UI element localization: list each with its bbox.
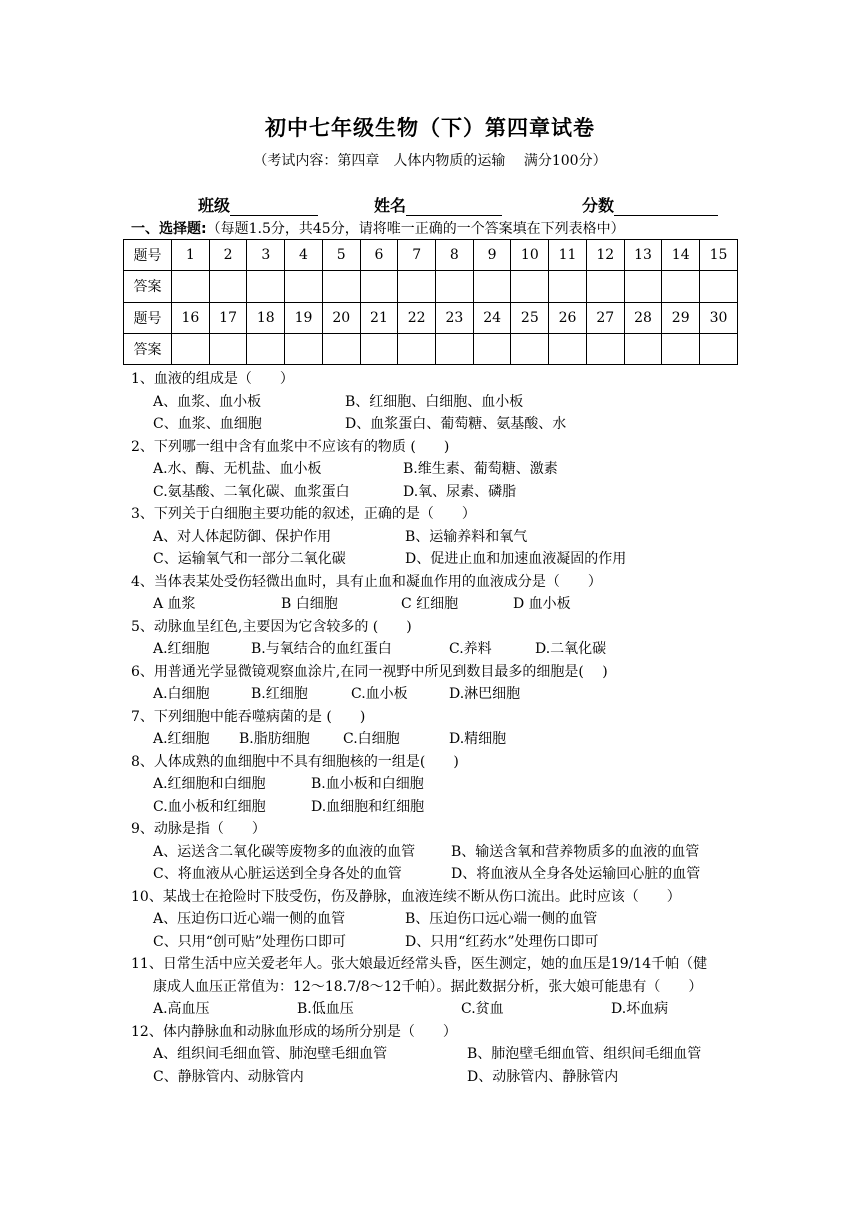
option-d[interactable]: D、动脉管内、静脉管内 bbox=[467, 1068, 619, 1085]
answer-cell[interactable] bbox=[436, 271, 474, 302]
option-d[interactable]: D、促进止血和加速血液凝固的作用 bbox=[405, 551, 627, 567]
answer-cell[interactable] bbox=[549, 271, 587, 302]
question-stem: 9、动脉是指（ ） bbox=[131, 821, 266, 837]
question-number-cell: 6 bbox=[360, 240, 398, 271]
option-a[interactable]: A、对人体起防御、保护作用 bbox=[153, 528, 332, 545]
answer-cell[interactable] bbox=[209, 333, 247, 364]
class-label: 班级 bbox=[198, 196, 231, 215]
question-list bbox=[131, 368, 751, 1088]
answer-cell[interactable] bbox=[360, 333, 398, 364]
option-c[interactable]: C、运输氧气和一部分二氧化碳 bbox=[153, 551, 346, 567]
answer-cell[interactable] bbox=[700, 333, 738, 364]
option-c[interactable]: C.养料 bbox=[449, 641, 492, 657]
answer-table bbox=[123, 239, 738, 365]
question bbox=[131, 368, 751, 436]
option-c[interactable]: C、静脉管内、动脉管内 bbox=[153, 1068, 304, 1085]
option-b[interactable]: B.血小板和白细胞 bbox=[311, 776, 424, 792]
question-number-cell: 10 bbox=[511, 240, 549, 271]
answer-cell[interactable] bbox=[662, 271, 700, 302]
answer-cell[interactable] bbox=[473, 271, 511, 302]
question-number-cell: 17 bbox=[209, 302, 247, 333]
question-number-cell: 12 bbox=[586, 240, 624, 271]
number-label: 题号 bbox=[124, 302, 172, 333]
question-stem-continued: 康成人血压正常值为：12～18.7/8～12千帕）。据此数据分析，张大娘可能患有（ ） bbox=[153, 978, 703, 995]
question-number-cell: 5 bbox=[322, 240, 360, 271]
option-a[interactable]: A.红细胞 bbox=[153, 641, 210, 657]
question-number-cell: 7 bbox=[398, 240, 436, 271]
answer-cell[interactable] bbox=[285, 333, 323, 364]
question-number-cell: 11 bbox=[549, 240, 587, 271]
option-d[interactable]: D.坏血病 bbox=[611, 1001, 669, 1017]
option-b[interactable]: B、红细胞、白细胞、血小板 bbox=[345, 393, 524, 410]
answer-cell[interactable] bbox=[586, 271, 624, 302]
question-stem: 7、下列细胞中能吞噬病菌的是 ( ) bbox=[131, 708, 366, 725]
question-number-cell: 22 bbox=[398, 302, 436, 333]
question-number-cell: 14 bbox=[662, 240, 700, 271]
question-number-cell: 29 bbox=[662, 302, 700, 333]
option-b[interactable]: B.红细胞 bbox=[251, 686, 308, 702]
option-a[interactable]: A、运送含二氧化碳等废物多的血液的血管 bbox=[153, 843, 416, 860]
question-stem: 3、下列关于白细胞主要功能的叙述，正确的是（ ） bbox=[131, 506, 476, 522]
option-c[interactable]: C.贫血 bbox=[461, 1001, 504, 1017]
section-1-note: （每题1.5分，共45分，请将唯一正确的一个答案填在下列表格中） bbox=[206, 221, 625, 237]
question-number-cell: 2 bbox=[209, 240, 247, 271]
answer-cell[interactable] bbox=[247, 333, 285, 364]
question-number-cell: 19 bbox=[285, 302, 323, 333]
answer-cell[interactable] bbox=[398, 271, 436, 302]
answer-label: 答案 bbox=[124, 333, 172, 364]
option-d[interactable]: D.氧、尿素、磷脂 bbox=[403, 483, 517, 500]
question bbox=[131, 571, 751, 616]
answer-cell[interactable] bbox=[172, 271, 210, 302]
option-c[interactable]: C 红细胞 bbox=[401, 596, 459, 612]
question-number-cell: 13 bbox=[624, 240, 662, 271]
option-d[interactable]: D、只用“红药水”处理伤口即可 bbox=[405, 933, 599, 950]
question bbox=[131, 751, 751, 819]
option-b[interactable]: B.脂肪细胞 bbox=[239, 731, 310, 747]
option-b[interactable]: B、运输养料和氧气 bbox=[405, 528, 528, 545]
option-d[interactable]: D.精细胞 bbox=[449, 731, 507, 747]
option-b[interactable]: B、输送含氧和营养物质多的血液的血管 bbox=[451, 843, 700, 860]
option-c[interactable]: C.血小板 bbox=[351, 686, 408, 702]
question-number-cell: 16 bbox=[172, 302, 210, 333]
exam-title: 初中七年级生物（下）第四章试卷 bbox=[265, 116, 595, 140]
option-d[interactable]: D.二氧化碳 bbox=[535, 641, 607, 657]
option-a[interactable]: A.高血压 bbox=[153, 1001, 210, 1017]
section-1-header bbox=[131, 218, 625, 238]
question bbox=[131, 953, 751, 1021]
answer-cell[interactable] bbox=[436, 333, 474, 364]
option-c[interactable]: C.氨基酸、二氧化碳、血浆蛋白 bbox=[153, 483, 350, 500]
number-row-2 bbox=[124, 302, 738, 333]
option-c[interactable]: C、只用“创可贴”处理伤口即可 bbox=[153, 933, 347, 950]
option-c[interactable]: C、血浆、血细胞 bbox=[153, 416, 262, 432]
answer-cell[interactable] bbox=[586, 333, 624, 364]
answer-cell[interactable] bbox=[511, 333, 549, 364]
question-number-cell: 27 bbox=[586, 302, 624, 333]
option-a[interactable]: A 血浆 bbox=[153, 596, 196, 612]
answer-cell[interactable] bbox=[662, 333, 700, 364]
question-stem: 12、体内静脉血和动脉血形成的场所分别是（ ） bbox=[131, 1023, 457, 1040]
answer-cell[interactable] bbox=[700, 271, 738, 302]
option-c[interactable]: C、将血液从心脏运送到全身各处的血管 bbox=[153, 866, 402, 882]
number-row-1 bbox=[124, 240, 738, 271]
score-label: 分数 bbox=[582, 196, 615, 215]
option-a[interactable]: A、压迫伤口近心端一侧的血管 bbox=[153, 911, 346, 927]
question-stem: 2、下列哪一组中含有血浆中不应该有的物质 ( ) bbox=[131, 438, 450, 455]
answer-cell[interactable] bbox=[624, 333, 662, 364]
question-stem: 5、动脉血呈红色,主要因为它含较多的 ( ) bbox=[131, 618, 412, 635]
option-d[interactable]: D.血细胞和红细胞 bbox=[311, 798, 425, 815]
question-number-cell: 15 bbox=[700, 240, 738, 271]
score-blank[interactable] bbox=[614, 199, 718, 216]
option-b[interactable]: B.低血压 bbox=[297, 1001, 354, 1017]
option-b[interactable]: B.维生素、葡萄糖、激素 bbox=[403, 461, 558, 477]
question bbox=[131, 706, 751, 751]
question bbox=[131, 661, 751, 706]
class-blank[interactable] bbox=[230, 199, 318, 216]
question-stem: 4、当体表某处受伤轻微出血时，具有止血和凝血作用的血液成分是（ ） bbox=[131, 573, 602, 590]
question-stem: 6、用普通光学显微镜观察血涂片,在同一视野中所见到数目最多的细胞是( ) bbox=[131, 663, 608, 680]
answer-cell[interactable] bbox=[247, 271, 285, 302]
answer-label: 答案 bbox=[124, 271, 172, 302]
question-number-cell: 24 bbox=[473, 302, 511, 333]
answer-cell[interactable] bbox=[398, 333, 436, 364]
option-a[interactable]: A、组织间毛细血管、肺泡壁毛细血管 bbox=[153, 1046, 388, 1062]
question-number-cell: 4 bbox=[285, 240, 323, 271]
option-a[interactable]: A.红细胞和白细胞 bbox=[153, 776, 266, 792]
question-number-cell: 23 bbox=[436, 302, 474, 333]
option-a[interactable]: A、血浆、血小板 bbox=[153, 393, 262, 410]
answer-cell[interactable] bbox=[172, 333, 210, 364]
exam-subtitle: （考试内容：第四章 人体内物质的运输 满分100分） bbox=[253, 153, 607, 169]
question bbox=[131, 818, 751, 886]
option-d[interactable]: D、将血液从全身各处运输回心脏的血管 bbox=[451, 866, 701, 882]
answer-row-1 bbox=[124, 271, 738, 302]
option-b[interactable]: B、压迫伤口远心端一侧的血管 bbox=[405, 911, 598, 927]
score-field bbox=[582, 193, 718, 216]
answer-cell[interactable] bbox=[285, 271, 323, 302]
option-a[interactable]: A.水、酶、无机盐、血小板 bbox=[153, 461, 322, 477]
question-number-cell: 20 bbox=[322, 302, 360, 333]
answer-row-2 bbox=[124, 333, 738, 364]
question-number-cell: 9 bbox=[473, 240, 511, 271]
question-number-cell: 26 bbox=[549, 302, 587, 333]
question bbox=[131, 886, 751, 954]
answer-cell[interactable] bbox=[322, 333, 360, 364]
option-b[interactable]: B.与氧结合的血红蛋白 bbox=[251, 641, 392, 657]
option-d[interactable]: D.淋巴细胞 bbox=[449, 686, 521, 702]
option-a[interactable]: A.白细胞 bbox=[153, 686, 210, 702]
answer-cell[interactable] bbox=[624, 271, 662, 302]
name-field bbox=[374, 193, 502, 216]
question-number-cell: 1 bbox=[172, 240, 210, 271]
question-number-cell: 25 bbox=[511, 302, 549, 333]
option-a[interactable]: A.红细胞 bbox=[153, 731, 210, 747]
question-number-cell: 30 bbox=[700, 302, 738, 333]
question-number-cell: 18 bbox=[247, 302, 285, 333]
answer-cell[interactable] bbox=[209, 271, 247, 302]
name-blank[interactable] bbox=[406, 199, 502, 216]
question bbox=[131, 616, 751, 661]
answer-cell[interactable] bbox=[322, 271, 360, 302]
option-d[interactable]: D 血小板 bbox=[513, 596, 571, 612]
question-number-cell: 3 bbox=[247, 240, 285, 271]
option-b[interactable]: B、肺泡壁毛细血管、组织间毛细血管 bbox=[467, 1046, 702, 1062]
question bbox=[131, 503, 751, 571]
question bbox=[131, 1021, 751, 1089]
question-stem: 8、人体成熟的血细胞中不具有细胞核的一组是( ) bbox=[131, 753, 459, 770]
class-field bbox=[198, 193, 318, 216]
question-number-cell: 8 bbox=[436, 240, 474, 271]
question bbox=[131, 436, 751, 504]
question-stem: 1、血液的组成是（ ） bbox=[131, 371, 294, 387]
option-b[interactable]: B 白细胞 bbox=[281, 596, 338, 612]
question-stem: 10、某战士在抢险时下肢受伤，伤及静脉，血液连续不断从伤口流出。此时应该（ ） bbox=[131, 888, 681, 905]
number-label: 题号 bbox=[124, 240, 172, 271]
question-number-cell: 21 bbox=[360, 302, 398, 333]
option-c[interactable]: C.白细胞 bbox=[343, 731, 400, 747]
name-label: 姓名 bbox=[374, 196, 407, 215]
answer-cell[interactable] bbox=[360, 271, 398, 302]
question-number-cell: 28 bbox=[624, 302, 662, 333]
answer-cell[interactable] bbox=[511, 271, 549, 302]
section-1-label: 一、选择题: bbox=[131, 221, 207, 237]
answer-cell[interactable] bbox=[549, 333, 587, 364]
question-stem: 11、日常生活中应关爱老年人。张大娘最近经常头昏，医生测定，她的血压是19/14千帕（健 bbox=[131, 956, 708, 972]
option-d[interactable]: D、血浆蛋白、葡萄糖、氨基酸、水 bbox=[345, 416, 567, 432]
answer-cell[interactable] bbox=[473, 333, 511, 364]
option-c[interactable]: C.血小板和红细胞 bbox=[153, 798, 266, 815]
